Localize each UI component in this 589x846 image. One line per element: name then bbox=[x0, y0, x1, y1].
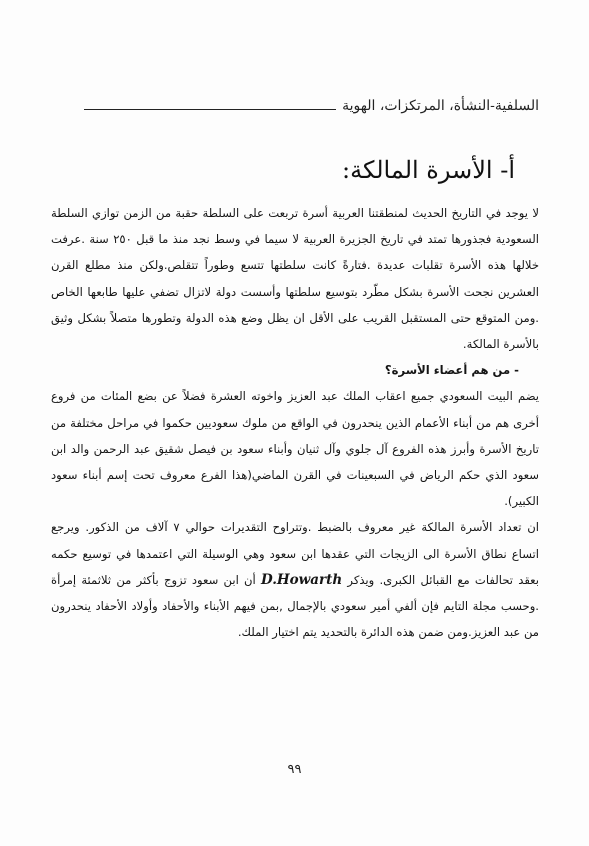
running-header-title: السلفية-النشأة، المرتكزات، الهوية bbox=[342, 98, 539, 114]
paragraph-intro: لا يوجد في التاريخ الحديث لمنطقتنا العربية أسرة تربعت على السلطة حقبة من الزمن توازي السلطة السعودية فجذورها تمتد في تاريخ الجزيرة العربية لا سيما في وسط نجد منذ ما قبل ٢٥٠ سنة .عرفت خلالها هذه الأسرة تقلبات عديدة .فتارةً كانت سلطتها تتسع وطوراً تتقلص.ولكن منذ مطلع القرن العشرين نجحت الأسرة بشكل مطّرد بتوسيع سلطتها وأسست دولة لاتزال تضفي عليها طابعها الخاص .ومن المتوقع حتى المستقبل القريب على الأقل ان يظل وضع هذه الدولة وتطورها متصلاً بشكل وثيق بالأسرة المالكة. bbox=[51, 206, 539, 352]
running-header bbox=[84, 92, 539, 114]
subheading-family-members: - من هم أعضاء الأسرة؟ bbox=[384, 363, 519, 378]
author-name-latin: D.Howarth bbox=[260, 571, 343, 588]
section-heading: أ- الأسرة المالكة: bbox=[341, 156, 515, 184]
paragraph-family-size bbox=[51, 514, 539, 645]
paragraph-family-size-part1: ان تعداد الأسرة المالكة غير معروف بالضبط .وتتراوح التقديرات حوالي ٧ آلاف من الذكور. ويرجع اتساع نطاق الأسرة الى الزيجات التي عقدها ابن سعود وهي الوسيلة التي اعتمدها في توسيع حكمه بعقد تحالفات مع القبائل الكبرى. ويذكر bbox=[51, 520, 540, 587]
header-rule bbox=[84, 109, 336, 110]
body-text bbox=[51, 200, 539, 645]
paragraph-family-size-part2: أن ابن سعود تزوج بأكثر من ثلاثمئة إمرأة .وحسب مجلة التايم فإن ألفي أمير سعودي بالإجمال ,بمن فيهم الأبناء والأحفاد وأولاد الأحفاد ينحدرون من عبد العزيز.ومن ضمن هذه الدائرة بالتحديد يتم اختيار الملك. bbox=[51, 572, 539, 640]
paragraph-family-branches: يضم البيت السعودي جميع اعقاب الملك عبد العزيز واخوته العشرة فضلاً عن بضع المئات من فروع أخرى هم من أبناء الأعمام الذين ينحدرون في الواقع من ملوك سعوديين حكموا في مراحل مختلفة من تاريخ الأسرة وأبرز هذه الفروع آل جلوي وآل ثنيان وأبناء سعود بن فيصل شقيق عبد الرحمن والد ابن سعود الذي حكم الرياض في السبعينات في القرن الماضي(هذا الفرع معروف تحت إسم أبناء سعود الكبير). bbox=[51, 389, 539, 509]
page-number: ٩٩ bbox=[287, 762, 302, 777]
